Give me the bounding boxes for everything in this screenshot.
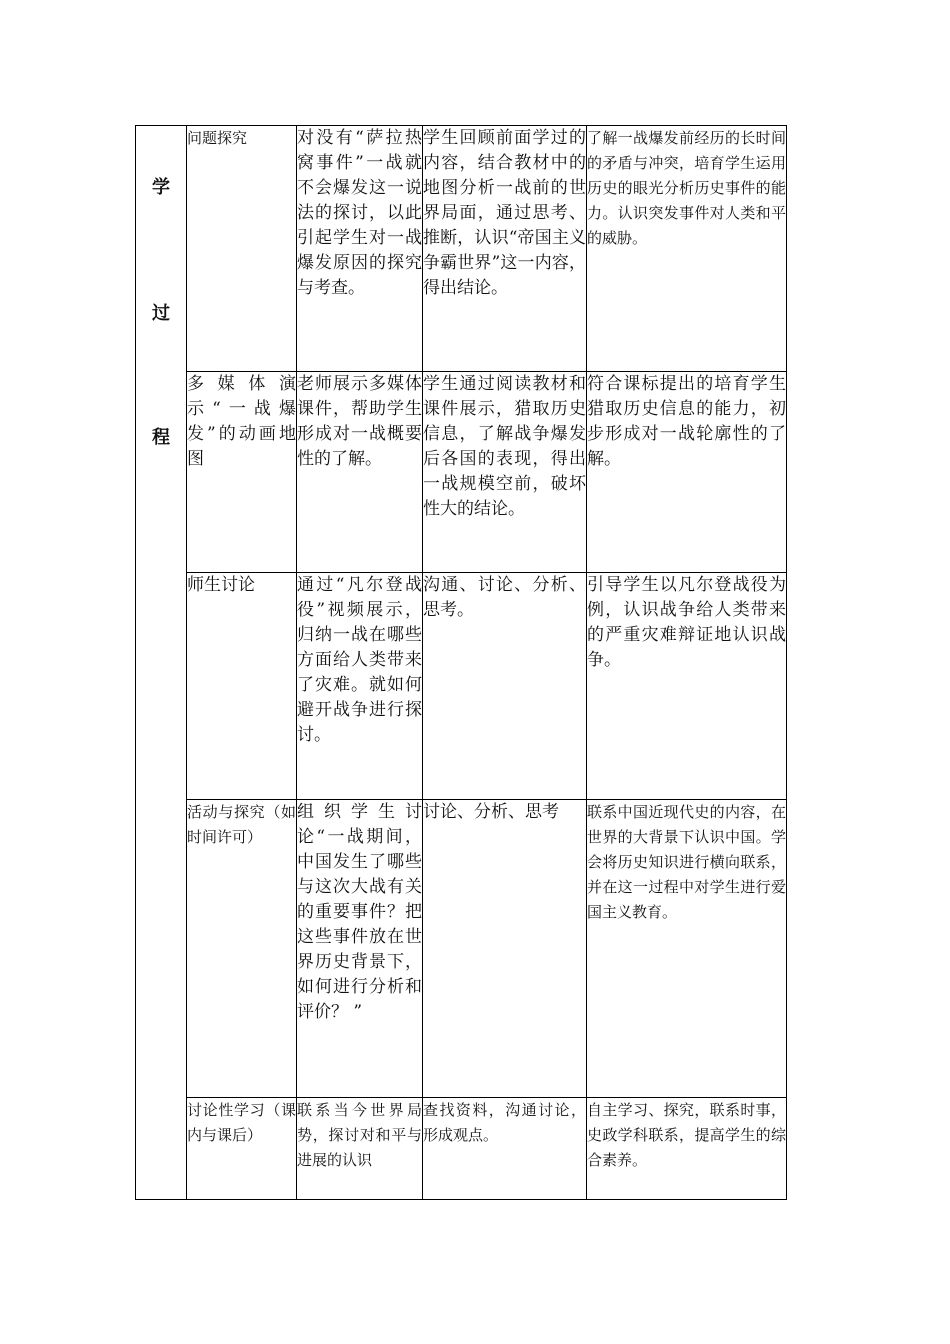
student-activity-cell: 学生通过阅读教材和课件展示，猎取历史信息，了解战争爆发后各国的表现，得出一战规模空前，破坏性大的结论。: [423, 372, 587, 573]
design-intent-cell: 符合课标提出的培育学生猎取历史信息的能力，初步形成对一战轮廓性的了解。: [587, 372, 787, 573]
design-intent-cell: 联系中国近现代史的内容，在世界的大背景下认识中国。学会将历史知识进行横向联系，并在这一过程中对学生进行爱国主义教育。: [587, 800, 787, 1098]
teacher-activity-cell: 联系当今世界局势，探讨对和平与进展的认识: [297, 1098, 423, 1200]
side-char: 程: [152, 427, 170, 448]
side-char: 学: [152, 177, 170, 198]
table-row: [136, 126, 787, 372]
design-intent-cell: 自主学习、探究，联系时事，史政学科联系，提高学生的综合素养。: [587, 1098, 787, 1200]
teacher-activity-cell: 组织学生讨论“一战期间，中国发生了哪些与这次大战有关的重要事件？把这些事件放在世界历史背景下，如何进行分析和评价？ ”: [297, 800, 423, 1098]
student-activity-cell: 查找资料，沟通讨论，形成观点。: [423, 1098, 587, 1200]
student-activity-cell: 讨论、分析、思考: [423, 800, 587, 1098]
lesson-process-table: [135, 125, 787, 1200]
table-row: [136, 372, 787, 573]
table-row: [136, 1098, 787, 1200]
side-char: 过: [152, 303, 170, 324]
method-cell: 讨论性学习（课内与课后）: [187, 1098, 297, 1200]
section-side-label: [136, 126, 187, 1200]
student-activity-cell: 学生回顾前面学过的内容，结合教材中的地图分析一战前的世界局面，通过思考、推断，认识“帝国主义争霸世界”这一内容，得出结论。: [423, 126, 587, 372]
student-activity-cell: 沟通、讨论、分析、思考。: [423, 573, 587, 800]
method-cell: 问题探究: [187, 126, 297, 372]
teacher-activity-cell: 老师展示多媒体课件，帮助学生形成对一战概要性的了解。: [297, 372, 423, 573]
table-row: [136, 800, 787, 1098]
design-intent-cell: 了解一战爆发前经历的长时间的矛盾与冲突，培育学生运用历史的眼光分析历史事件的能力。认识突发事件对人类和平的威胁。: [587, 126, 787, 372]
method-cell: 师生讨论: [187, 573, 297, 800]
method-cell: 活动与探究（如时间许可）: [187, 800, 297, 1098]
table-row: [136, 573, 787, 800]
design-intent-cell: 引导学生以凡尔登战役为例，认识战争给人类带来的严重灾难辩证地认识战争。: [587, 573, 787, 800]
teacher-activity-cell: 对没有“萨拉热窝事件”一战就不会爆发这一说法的探讨，以此引起学生对一战爆发原因的探究与考查。: [297, 126, 423, 372]
teacher-activity-cell: 通过“凡尔登战役”视频展示，归纳一战在哪些方面给人类带来了灾难。就如何避开战争进行探讨。: [297, 573, 423, 800]
method-cell: 多媒体演示“一战爆发”的动画地图: [187, 372, 297, 573]
